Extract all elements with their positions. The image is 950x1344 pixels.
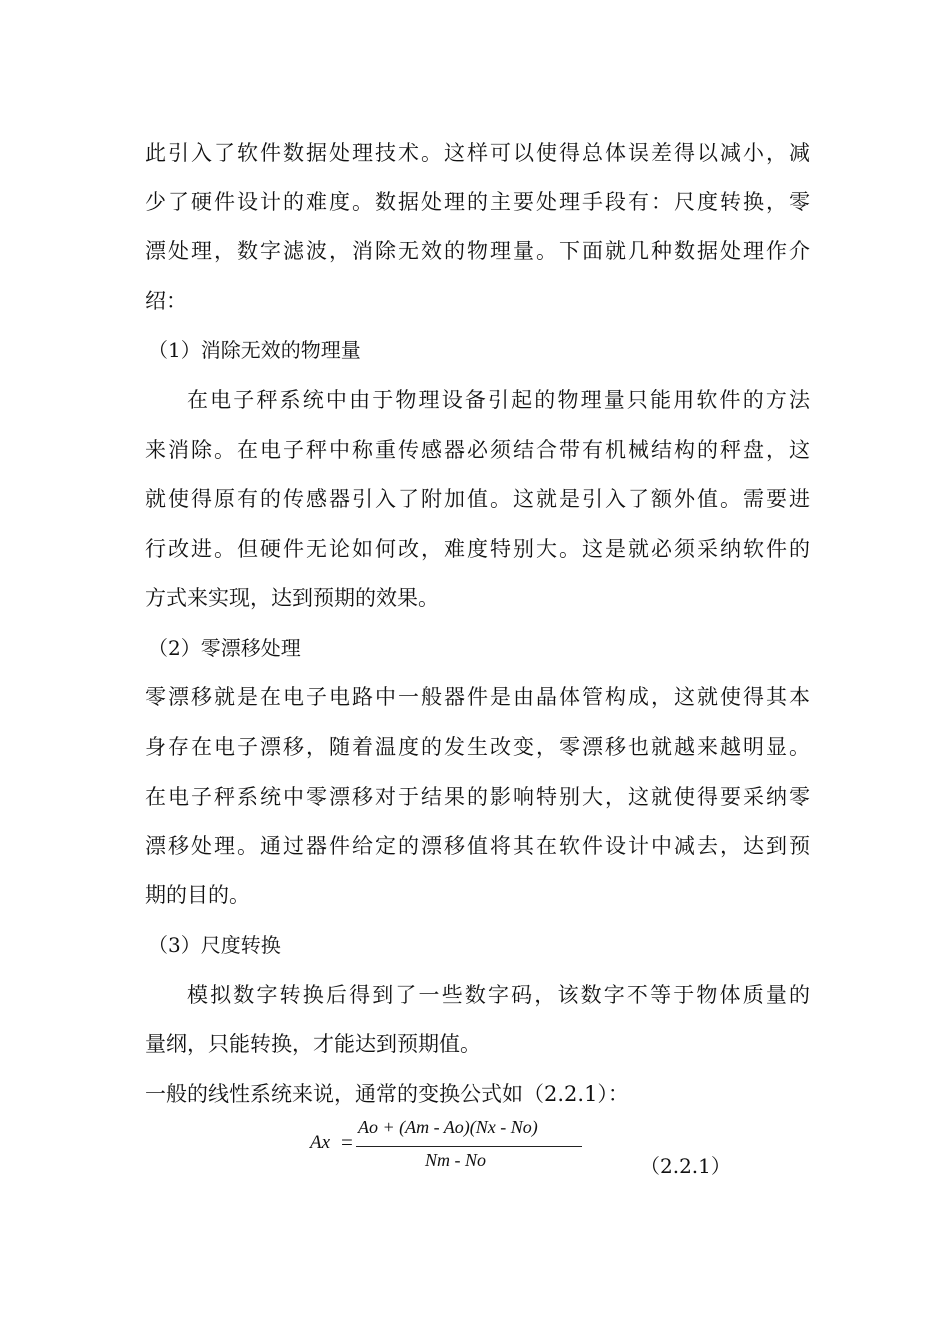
paragraph-line: 就使得原有的传感器引入了附加值。这就是引入了额外值。需要进 [145, 487, 810, 511]
paragraph-line: 量纲，只能转换，才能达到预期值。 [145, 1032, 481, 1056]
fraction-bar [356, 1146, 582, 1147]
paragraph-line: 行改进。但硬件无论如何改，难度特别大。这是就必须采纳软件的 [145, 537, 810, 561]
paragraph-line: 一般的线性系统来说，通常的变换公式如（2.2.1）： [145, 1082, 629, 1106]
paragraph-line: 绍： [145, 289, 187, 313]
paragraph-line: 在电子秤系统中零漂移对于结果的影响特别大，这就使得要采纳零 [145, 785, 810, 809]
paragraph-line: 模拟数字转换后得到了一些数字码，该数字不等于物体质量的 [187, 983, 810, 1007]
paragraph-line: 零漂移就是在电子电路中一般器件是由晶体管构成，这就使得其本 [145, 685, 810, 709]
formula-equals: = [341, 1130, 353, 1154]
paragraph-line: 漂移处理。通过器件给定的漂移值将其在软件设计中减去，达到预 [145, 834, 810, 858]
paragraph-line: 方式来实现，达到预期的效果。 [145, 586, 439, 610]
formula-number: （2.2.1） [640, 1154, 731, 1178]
section-heading: （2）零漂移处理 [148, 636, 301, 660]
formula-lhs: Ax [310, 1132, 331, 1153]
paragraph-line: 身存在电子漂移，随着温度的发生改变，零漂移也就越来越明显。 [145, 735, 810, 759]
paragraph-line: 少了硬件设计的难度。数据处理的主要处理手段有：尺度转换，零 [145, 190, 810, 214]
paragraph-line: 漂处理，数字滤波，消除无效的物理量。下面就几种数据处理作介 [145, 239, 810, 263]
paragraph-line: 期的目的。 [145, 883, 250, 907]
section-heading: （1）消除无效的物理量 [148, 338, 361, 362]
formula-denominator: Nm - No [425, 1150, 487, 1170]
formula-numerator: Ao + (Am - Ao)(Nx - No) [358, 1117, 538, 1137]
paragraph-line: 在电子秤系统中由于物理设备引起的物理量只能用软件的方法 [187, 388, 810, 412]
paragraph-line: 此引入了软件数据处理技术。这样可以使得总体误差得以减小，减 [145, 141, 810, 165]
conversion-formula [310, 1117, 590, 1180]
section-heading: （3）尺度转换 [148, 933, 281, 957]
paragraph-line: 来消除。在电子秤中称重传感器必须结合带有机械结构的秤盘，这 [145, 438, 810, 462]
